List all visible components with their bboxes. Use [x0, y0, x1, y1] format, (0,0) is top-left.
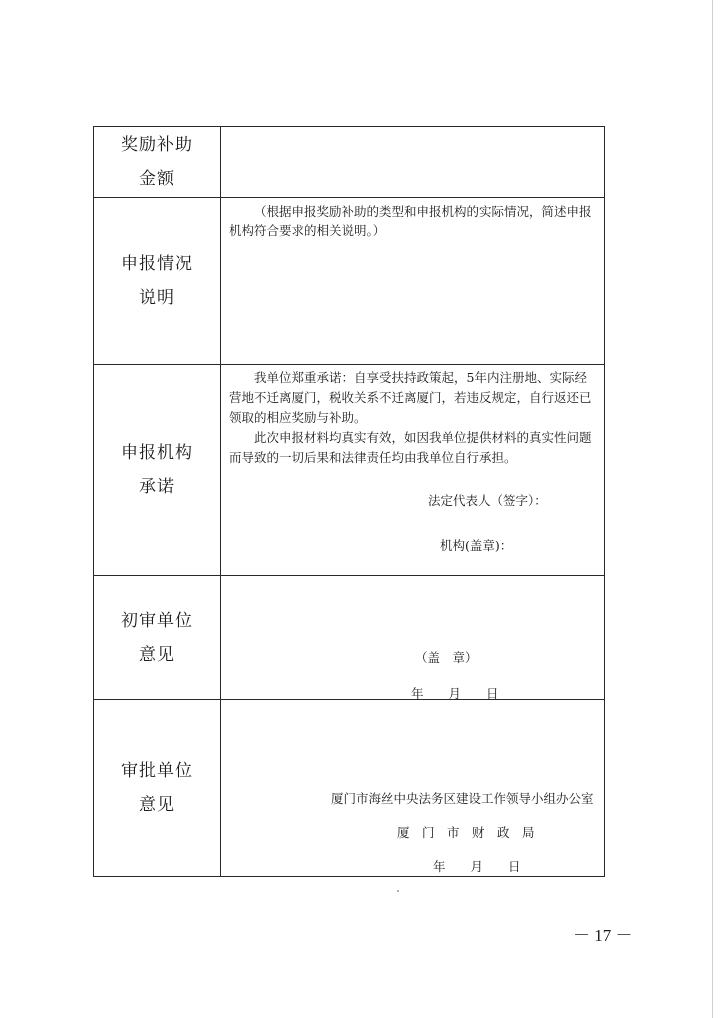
preliminary-review-seal: （盖 章）	[415, 650, 478, 665]
preliminary-review-date: 年 月 日	[411, 686, 499, 701]
label-cell-application-description	[94, 198, 221, 365]
approval-finance-bureau: 厦 门 市 财 政 局	[397, 825, 535, 840]
approval-date: 年 月 日	[433, 859, 521, 874]
label-applicant-commitment-line1: 申报机构	[121, 443, 193, 463]
application-description-note: （根据申报奖励补助的类型和申报机构的实际情况，简述申报机构符合要求的相关说明。）	[229, 204, 592, 238]
organization-seal[interactable]: 机构(盖章)：	[440, 538, 513, 553]
label-application-description-line1: 申报情况	[121, 254, 193, 274]
legal-representative-signature[interactable]: 法定代表人（签字）：	[428, 493, 547, 508]
label-cell-reward-amount	[94, 127, 221, 198]
preliminary-review-field[interactable]	[221, 576, 605, 700]
scan-speck	[397, 890, 399, 892]
applicant-commitment-field	[221, 365, 605, 576]
approval-field[interactable]	[221, 700, 605, 877]
row-approval	[94, 700, 605, 877]
label-reward-amount-line1: 奖励补助	[121, 135, 193, 155]
row-application-description	[94, 198, 605, 365]
row-preliminary-review	[94, 576, 605, 700]
label-cell-approval	[94, 700, 221, 877]
label-preliminary-review-line1: 初审单位	[121, 610, 193, 631]
label-preliminary-review-line2: 意见	[139, 644, 175, 665]
row-applicant-commitment	[94, 365, 605, 576]
label-cell-applicant-commitment	[94, 365, 221, 576]
page-number: － 17 －	[573, 926, 633, 945]
label-approval-line2: 意见	[139, 795, 175, 815]
label-reward-amount-line2: 金额	[139, 169, 175, 189]
label-application-description-line2: 说明	[139, 288, 175, 308]
reward-amount-field[interactable]	[221, 127, 605, 198]
row-reward-amount	[94, 127, 605, 198]
label-applicant-commitment-line2: 承诺	[139, 477, 175, 497]
commitment-paragraph-1: 我单位郑重承诺：自享受扶持政策起，5年内注册地、实际经营地不迁离厦门，税收关系不迁离厦门，若违反规定，自行返还已领取的相应奖励与补助。	[229, 370, 592, 425]
commitment-paragraph-2: 此次申报材料均真实有效，如因我单位提供材料的真实性问题而导致的一切后果和法律责任均由我单位自行承担。	[229, 430, 592, 465]
approval-office-name: 厦门市海丝中央法务区建设工作领导小组办公室	[331, 791, 594, 806]
label-approval-line1: 审批单位	[121, 761, 193, 781]
label-cell-preliminary-review	[94, 576, 221, 700]
page-edge-line	[712, 0, 713, 1018]
application-description-field[interactable]	[221, 198, 605, 365]
application-form-table	[93, 126, 605, 877]
